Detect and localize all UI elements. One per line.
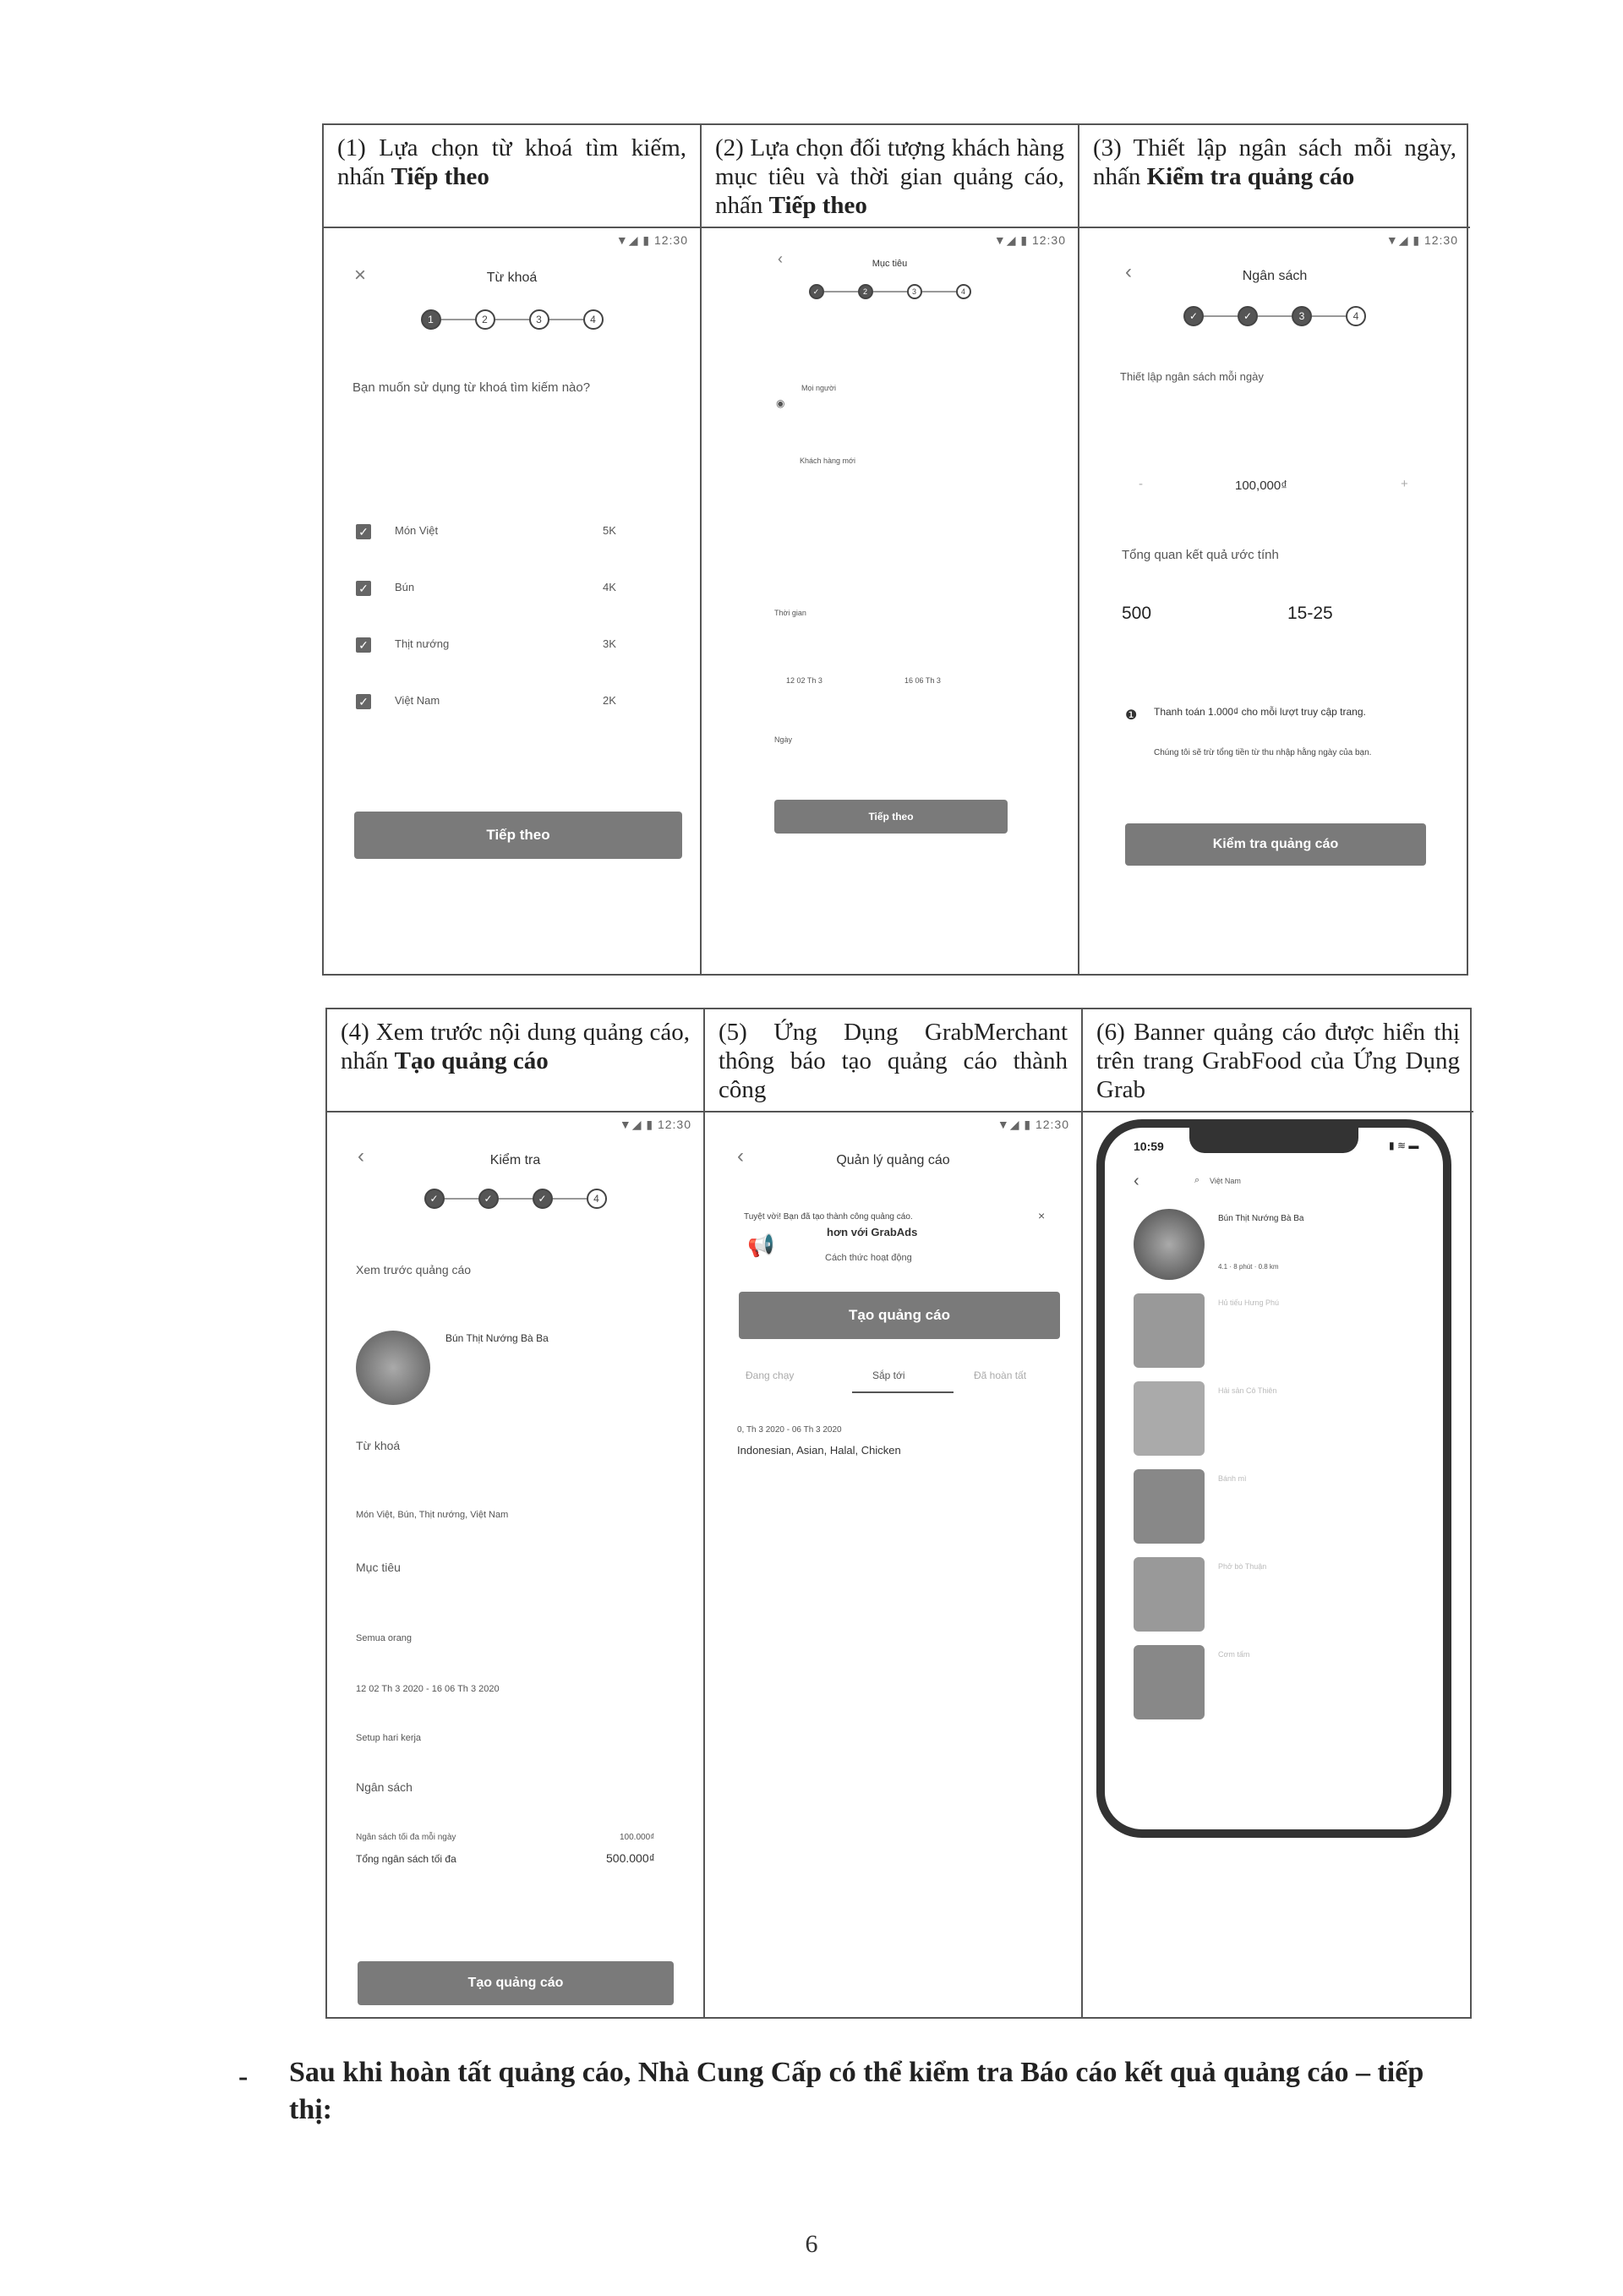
tab-completed[interactable]: Đã hoàn tất (974, 1369, 1027, 1381)
step1-caption: (1) Lựa chọn từ khoá tìm kiếm, nhấn Tiếp theo (324, 125, 700, 228)
megaphone-icon: 📢 (747, 1233, 775, 1258)
phone-notch (1189, 1126, 1358, 1153)
grabfood-phone (1083, 1112, 1473, 2017)
close-icon[interactable]: × (1038, 1209, 1046, 1222)
screen-title: Từ khoá (486, 271, 538, 285)
step1-cell (324, 125, 702, 974)
next-button[interactable]: Tiếp theo (774, 800, 1008, 834)
restaurant-name[interactable]: Bánh mì (1218, 1474, 1247, 1483)
shop-thumbnail (1134, 1209, 1205, 1280)
back-icon[interactable]: ‹ (778, 250, 783, 267)
step3-caption: (3) Thiết lập ngân sách mỗi ngày, nhấn Kiểm tra quảng cáo (1079, 125, 1470, 228)
keyword-label: Việt Nam (395, 694, 440, 707)
signal-icon: ▮ ≋ ▬ (1389, 1140, 1419, 1151)
target-screen (702, 228, 1078, 974)
row2-table (325, 1008, 1472, 2019)
budget-setup-label: Thiết lập ngân sách mỗi ngày (1120, 370, 1264, 383)
keyword-count: 4K (603, 581, 616, 593)
status-bar: ▼◢ ▮ 12:30 (1385, 233, 1458, 247)
closing-paragraph: Sau khi hoàn tất quảng cáo, Nhà Cung Cấp có thể kiểm tra Báo cáo kết quả quảng cáo – tiếp thị: (289, 2057, 1424, 2125)
step-dot: ✓ (1238, 306, 1258, 326)
checkbox[interactable]: ✓ (356, 581, 371, 596)
status-bar: ▼◢ ▮ 12:30 (997, 1118, 1069, 1131)
note-title: Thanh toán 1.000₫ cho mỗi lượt truy cập trang. (1154, 706, 1366, 718)
search-icon[interactable]: ⌕ (1194, 1175, 1200, 1185)
success-toast: Tuyệt vời! Bạn đã tạo thành công quảng cáo. (744, 1212, 913, 1222)
review-ad-button[interactable]: Kiểm tra quảng cáo (1125, 823, 1426, 866)
review-screen (327, 1112, 703, 2017)
food-image (1134, 1381, 1205, 1456)
food-image (1134, 1645, 1205, 1719)
checkbox[interactable]: ✓ (356, 524, 371, 539)
search-query[interactable]: Việt Nam (1210, 1177, 1241, 1185)
step-dot: 4 (587, 1189, 607, 1209)
date-from[interactable]: 12 02 Th 3 (786, 676, 822, 685)
close-icon[interactable]: × (354, 264, 367, 287)
status-bar: ▼◢ ▮ 12:30 (993, 233, 1066, 247)
keyword-screen (324, 228, 700, 974)
screen-title: Quản lý quảng cáo (836, 1153, 950, 1167)
step-dot: 4 (1346, 306, 1366, 326)
back-icon[interactable]: ‹ (737, 1145, 744, 1167)
option-everyone[interactable]: Mọi người (801, 384, 836, 392)
bullet-dash: - (238, 2061, 249, 2092)
step-dot: 3 (907, 284, 922, 299)
how-it-works-link[interactable]: Cách thức hoạt động (825, 1253, 912, 1263)
step-dot: 3 (1292, 306, 1312, 326)
restaurant-name[interactable]: Phở bò Thuận (1218, 1562, 1267, 1571)
back-icon[interactable]: ‹ (1134, 1172, 1139, 1190)
screen-title: Kiểm tra (489, 1153, 541, 1167)
step-dot: 2 (475, 309, 495, 330)
keyword-label: Thịt nướng (395, 637, 450, 650)
step-dot: 1 (421, 309, 441, 330)
screen-title: Ngân sách (1242, 269, 1308, 283)
tab-underline (852, 1391, 954, 1393)
step-indicator (324, 309, 700, 330)
phone-time: 10:59 (1134, 1140, 1164, 1153)
restaurant-name[interactable]: Cơm tấm (1218, 1650, 1250, 1659)
budget-label: Ngân sách (356, 1780, 413, 1794)
setup-value: Setup hari kerja (356, 1733, 422, 1743)
step-dot: ✓ (533, 1189, 553, 1209)
keywords-label: Từ khoá (356, 1439, 401, 1452)
step4-caption: (4) Xem trước nội dung quảng cáo, nhấn Tạo quảng cáo (327, 1009, 703, 1112)
step5-caption: (5) Ứng Dụng GrabMerchant thông báo tạo quảng cáo thành công (705, 1009, 1081, 1112)
tab-running[interactable]: Đang chạy (746, 1369, 795, 1381)
ad-manager-screen (705, 1112, 1081, 2017)
radio-icon[interactable]: ◉ (776, 397, 785, 409)
food-image (1134, 1469, 1205, 1544)
dates-value: 12 02 Th 3 2020 - 16 06 Th 3 2020 (356, 1684, 500, 1694)
overview-label: Tổng quan kết quả ước tính (1122, 548, 1279, 562)
shop-meta: 4.1 · 8 phút · 0.8 km (1218, 1263, 1279, 1271)
step-dot: 2 (858, 284, 873, 299)
promo-text: hơn với GrabAds (827, 1226, 918, 1238)
step6-cell (1083, 1009, 1473, 2017)
step-dot: ✓ (424, 1189, 445, 1209)
step3-cell (1079, 125, 1470, 974)
step2-cell (702, 125, 1079, 974)
back-icon[interactable]: ‹ (1125, 260, 1132, 283)
shop-name: Bún Thịt Nướng Bà Ba (445, 1332, 549, 1344)
budget-screen (1079, 228, 1470, 974)
keyword-count: 2K (603, 694, 616, 707)
checkbox[interactable]: ✓ (356, 637, 371, 653)
ad-dates: 0, Th 3 2020 - 06 Th 3 2020 (737, 1425, 842, 1435)
restaurant-name[interactable]: Hủ tiếu Hưng Phú (1218, 1298, 1280, 1307)
ad-tags: Indonesian, Asian, Halal, Chicken (737, 1444, 901, 1457)
step5-cell (705, 1009, 1083, 2017)
budget-amount[interactable]: 100,000₫ (1235, 478, 1287, 493)
step-dot: 4 (583, 309, 604, 330)
minus-icon[interactable]: - (1139, 477, 1143, 491)
step-indicator (702, 284, 1078, 299)
status-bar: ▼◢ ▮ 12:30 (615, 233, 688, 247)
step-dot: ✓ (1183, 306, 1204, 326)
status-bar: ▼◢ ▮ 12:30 (619, 1118, 691, 1131)
step4-cell (327, 1009, 705, 2017)
note-body: Chúng tôi sẽ trừ tổng tiền từ thu nhập hằng ngày của bạn. (1154, 748, 1372, 757)
shop-thumbnail (356, 1331, 430, 1405)
keyword-question: Bạn muốn sử dụng từ khoá tìm kiếm nào? (352, 380, 591, 395)
step-indicator (1079, 306, 1470, 326)
create-ad-button[interactable]: Tạo quảng cáo (739, 1292, 1060, 1339)
target-label: Mục tiêu (356, 1561, 401, 1574)
food-image (1134, 1293, 1205, 1368)
range-value: 15-25 (1287, 604, 1333, 623)
shop-name: Bún Thịt Nướng Bà Ba (1218, 1214, 1304, 1223)
step6-caption: (6) Banner quảng cáo được hiển thị trên trang GrabFood của Ứng Dụng Grab (1083, 1009, 1473, 1112)
step-indicator (327, 1189, 703, 1209)
back-icon[interactable]: ‹ (358, 1145, 364, 1167)
restaurant-name[interactable]: Hải sản Cô Thiên (1218, 1386, 1277, 1395)
keyword-label: Bún (395, 581, 415, 593)
keyword-label: Món Việt (395, 524, 439, 537)
keywords-list: Món Việt, Bún, Thịt nướng, Việt Nam (356, 1510, 509, 1520)
food-image (1134, 1557, 1205, 1632)
max-daily-value: 100.000₫ (620, 1833, 655, 1842)
step-dot: ✓ (809, 284, 824, 299)
day-label: Ngày (774, 735, 793, 744)
preview-label: Xem trước quảng cáo (356, 1263, 472, 1276)
visits-value: 500 (1122, 604, 1152, 623)
audience-value: Semua orang (356, 1633, 413, 1643)
info-icon: ❶ (1125, 708, 1138, 723)
page-number: 6 (805, 2230, 818, 2258)
plus-icon[interactable]: + (1401, 477, 1408, 491)
checkbox[interactable]: ✓ (356, 694, 371, 709)
total-budget-value: 500.000₫ (606, 1851, 655, 1865)
step-dot: 3 (529, 309, 549, 330)
tab-upcoming[interactable]: Sắp tới (872, 1369, 905, 1381)
max-daily-label: Ngân sách tối đa mỗi ngày (356, 1833, 456, 1842)
row1-table (322, 123, 1468, 976)
keyword-count: 3K (603, 637, 616, 650)
step-dot: ✓ (478, 1189, 499, 1209)
screen-title: Mục tiêu (872, 259, 908, 269)
total-budget-label: Tổng ngân sách tối đa (356, 1853, 456, 1865)
time-label: Thời gian (774, 609, 806, 617)
create-ad-button[interactable]: Tạo quảng cáo (358, 1961, 674, 2005)
next-button[interactable]: Tiếp theo (354, 812, 682, 859)
phone-frame (1096, 1119, 1451, 1838)
step2-caption: (2) Lựa chọn đối tượng khách hàng mục tiêu và thời gian quảng cáo, nhấn Tiếp theo (702, 125, 1078, 228)
option-new-customer[interactable]: Khách hàng mới (800, 456, 855, 465)
keyword-count: 5K (603, 524, 616, 537)
date-to[interactable]: 16 06 Th 3 (904, 676, 941, 685)
step-dot: 4 (956, 284, 971, 299)
